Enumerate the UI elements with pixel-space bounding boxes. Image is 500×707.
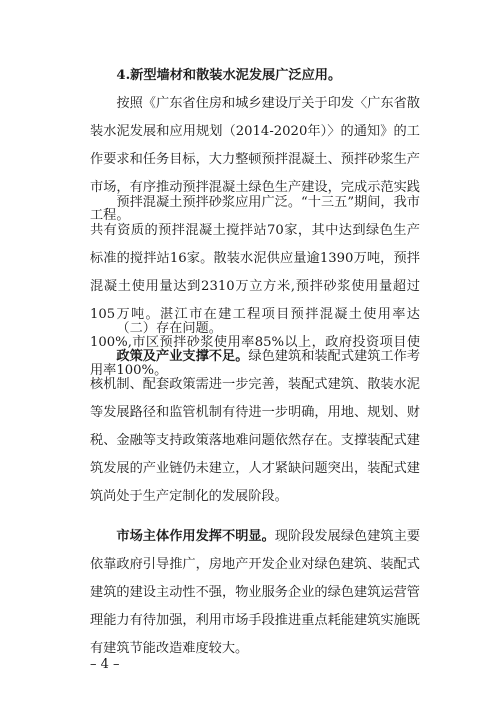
paragraph-market-role: [90, 523, 420, 663]
paragraph-standards: 按照《广东省住房和城乡建设厅关于印发〈广东省散装水泥发展和应用规划（2014-2020年）〉的通知》的工作要求和任务目标，大力整顿预拌混凝土、预拌砂浆生产市场，有序推动预拌混凝土绿色生产建设，完成示范实践工程。: [90, 96, 420, 223]
paragraph-lead-market: 市场主体作用发挥不明显。: [116, 529, 275, 544]
paragraph-policy-support: [90, 343, 420, 511]
page-number: – 4 –: [90, 657, 120, 672]
paragraph-lead-policy: 政策及产业支撑不足。: [116, 349, 249, 364]
paragraph-text-market: 现阶段发展绿色建筑主要依靠政府引导推广，房地产开发企业对绿色建筑、装配式建筑的建设主动性不强，物业服务企业的绿色建筑运营管理能力有待加强，利用市场手段推进重点耗能建筑实施既有建筑节能改造难度较大。: [90, 529, 421, 656]
subsection-heading: （二）存在问题。: [116, 321, 222, 336]
section-heading: 4.新型墙材和散装水泥发展广泛应用。: [116, 68, 342, 83]
paragraph-ready-mix-concrete: 预拌混凝土预拌砂浆应用广泛。“十三五”期间，我市共有资质的预拌混凝土搅拌站70家，其中达到绿色生产标准的搅拌站16家。散装水泥供应量逾1390万吨，预拌混凝土使用量达到2310万立方米,预拌砂浆使用量超过105万吨。湛江市在建工程项目预拌混凝土使用率达100%,市区预拌砂浆使用率85%以上，政府投资项目使用率100%。: [90, 195, 420, 378]
paragraph-text-policy: 绿色建筑和装配式建筑工作考核机制、配套政策需进一步完善，装配式建筑、散装水泥等发展路径和监管机制有待进一步明确，用地、规划、财税、金融等支持政策落地难问题依然存在。支撑装配式建筑发展的产业链仍未建立，人才紧缺问题突出，装配式建筑尚处于生产定制化的发展阶段。: [90, 349, 421, 504]
